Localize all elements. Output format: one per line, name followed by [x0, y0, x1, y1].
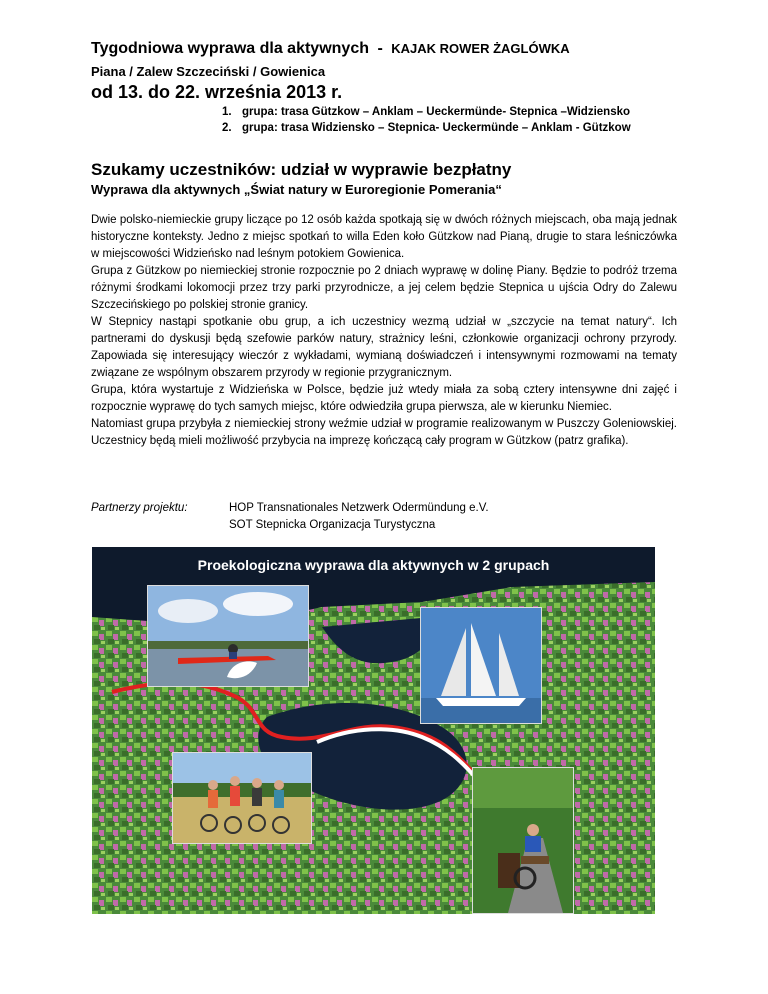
- document-title-line: [91, 40, 570, 58]
- paragraph: Grupa z Gützkow po niemieckiej stronie rozpocznie po 2 dniach wyprawę w dolinę Piany. Będzie to podróż trzema różnymi środkami lokomocji przez trzy parki przyrodnicze, a jej celem będzie Stepnica u ujścia Odry do Zalewu Szczecińskiego po polskiej stronie granicy.: [91, 265, 677, 311]
- partner-item: HOP Transnationales Netzwerk Odermündung e.V.: [229, 502, 489, 514]
- section-heading: Szukamy uczestników: udział w wyprawie bezpłatny: [91, 160, 512, 179]
- horse-cart-photo: [472, 767, 574, 914]
- paragraph: Dwie polsko-niemieckie grupy liczące po 12 osób każda spotkają się w dwóch różnych miejscach, oba mają jednak historyczne konteksty. Jedno z miejsc spotkań to willa Eden koło Gützkow nad Pianą, drugie to stara leśniczówka w miejscowości Widzieńsko nad leśnym potokiem Gowienica.: [91, 214, 677, 260]
- route-map-graphic: [92, 547, 655, 914]
- graphic-title: Proekologiczna wyprawa dla aktywnych w 2 grupach: [197, 557, 550, 573]
- partners-label: Partnerzy projektu:: [91, 502, 188, 514]
- section-subheading: Wyprawa dla aktywnych „Świat natury w Euroregionie Pomerania“: [91, 182, 502, 197]
- paragraph: W Stepnicy nastąpi spotkanie obu grup, a ich uczestnicy wezmą udział w „szczycie na temat natury“. Ich partnerami do dyskusji będą szefowie parków natury, strażnicy leśni, członkowie organizacji ochrony przyrody. Zapowiada się interesujący wieczór z wykładami, wymianą doświadczeń i intensywnymi rozmowami na tematy związane ze wspólnym obszarem przyrody w regionie przygranicznym.: [91, 316, 677, 379]
- route-number: 2.: [222, 122, 232, 134]
- sailboat-image: [421, 608, 541, 723]
- location-line: Piana / Zalew Szczeciński / Gowienica: [91, 64, 326, 79]
- document-title: Tygodniowa wyprawa dla aktywnych: [91, 40, 369, 57]
- dates-line: od 13. do 22. września 2013 r.: [91, 82, 343, 102]
- horse-cart-image: [473, 768, 573, 913]
- route-text: grupa: trasa Widziensko – Stepnica- Ueckermünde – Anklam - Gützkow: [242, 122, 631, 134]
- route-text: grupa: trasa Gützkow – Anklam – Ueckermünde- Stepnica –Widziensko: [242, 106, 631, 118]
- cyclists-photo: [172, 752, 312, 844]
- route-item: [222, 120, 631, 136]
- kayak-marker-icon: [222, 657, 262, 687]
- title-separator: -: [377, 40, 383, 57]
- paragraph: Grupa, która wystartuje z Widzieńska w Polsce, będzie już wtedy miała za sobą cztery intensywne dni zajęć i rozpocznie wyprawę do tych samych miejsc, które odwiedziła grupa pierwsza, ale w kierunku Niemiec.: [91, 384, 677, 413]
- partners-list: [229, 500, 489, 534]
- cyclists-image: [173, 753, 311, 843]
- body-text: [91, 212, 677, 450]
- route-item: [222, 104, 631, 120]
- sailboat-photo: [420, 607, 542, 724]
- routes-list: [222, 104, 631, 136]
- route-number: 1.: [222, 106, 232, 118]
- partner-item: SOT Stepnicka Organizacja Turystyczna: [229, 519, 436, 531]
- activities-label: KAJAK ROWER ŻAGLÓWKA: [391, 41, 570, 56]
- paragraph: Natomiast grupa przybyła z niemieckiej strony weźmie udział w programie realizowanym w Puszczy Goleniowskiej. Uczestnicy będą mieli możliwość przybycia na imprezę kończącą cały program w Gützkow (patrz grafika).: [91, 418, 677, 447]
